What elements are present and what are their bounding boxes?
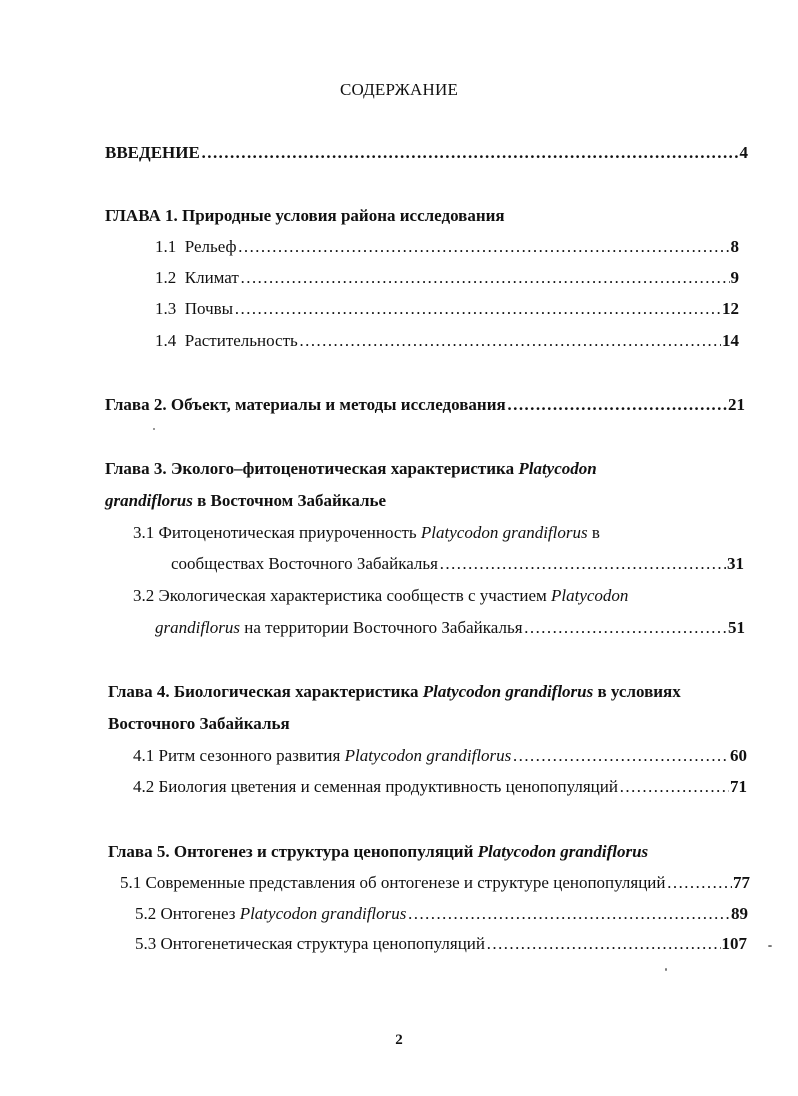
scan-speck <box>153 428 155 430</box>
leader-dots <box>619 776 729 798</box>
leader-dots <box>407 903 730 925</box>
toc-entry-chapter-2[interactable] <box>105 394 745 416</box>
toc-entry-3-2-line-2[interactable] <box>155 617 745 639</box>
entry-label: 4.1 Ритм сезонного развития Platycodon grandiflorus <box>133 746 512 765</box>
entry-page: 31 <box>727 554 744 573</box>
toc-entry-4-1[interactable] <box>133 745 747 767</box>
entry-page: 89 <box>731 904 748 923</box>
toc-entry-3-2-line-1[interactable]: 3.2 Экологическая характеристика сообществ с участием Platycodon <box>133 586 629 605</box>
entry-label: 1.4 Растительность <box>155 331 298 350</box>
page-number: 2 <box>395 1032 403 1048</box>
entry-page: 12 <box>722 299 739 318</box>
chapter-4-heading-line-1: Глава 4. Биологическая характеристика Platycodon grandiflorus в условиях <box>108 682 681 701</box>
leader-dots <box>439 553 726 575</box>
toc-entry-5-1[interactable] <box>120 872 750 894</box>
entry-label: 5.2 Онтогенез Platycodon grandiflorus <box>135 904 407 923</box>
entry-page: 21 <box>728 395 745 414</box>
toc-entry-intro[interactable] <box>105 142 748 164</box>
entry-label: 5.1 Современные представления об онтогенезе и структуре ценопопуляций <box>120 873 666 892</box>
page-title: СОДЕРЖАНИЕ <box>339 80 459 99</box>
leader-dots <box>234 298 721 320</box>
entry-page: 14 <box>722 331 739 350</box>
entry-label: 1.1 Рельеф <box>155 237 237 256</box>
toc-entry-4-2[interactable] <box>133 776 747 798</box>
entry-page: 51 <box>728 618 745 637</box>
entry-label: 4.2 Биология цветения и семенная продуктивность ценопопуляций <box>133 777 618 796</box>
chapter-1-heading: ГЛАВА 1. Природные условия района исследования <box>105 206 505 225</box>
leader-dots <box>507 394 727 416</box>
leader-dots <box>524 617 727 639</box>
entry-page: 4 <box>739 143 748 162</box>
entry-page: 8 <box>730 237 739 256</box>
entry-label: ВВЕДЕНИЕ <box>105 143 200 162</box>
leader-dots <box>667 872 732 894</box>
chapter-5-heading: Глава 5. Онтогенез и структура ценопопуляций Platycodon grandiflorus <box>108 842 649 861</box>
scan-speck <box>665 968 667 971</box>
toc-entry-1-4[interactable] <box>155 330 739 352</box>
entry-page: 60 <box>730 746 747 765</box>
entry-page: 71 <box>730 777 747 796</box>
leader-dots <box>238 236 730 258</box>
leader-dots <box>201 142 739 164</box>
entry-page: 107 <box>721 934 747 953</box>
leader-dots <box>240 267 730 289</box>
toc-entry-3-1-line-1[interactable]: 3.1 Фитоценотическая приуроченность Platycodon grandiflorus в <box>133 523 600 542</box>
entry-label: сообществах Восточного Забайкалья <box>171 554 438 573</box>
toc-entry-3-1-line-2[interactable] <box>171 553 744 575</box>
chapter-3-heading-line-2: grandiflorus в Восточном Забайкалье <box>105 491 387 510</box>
leader-dots <box>299 330 721 352</box>
scan-speck <box>768 945 772 947</box>
toc-entry-5-3[interactable] <box>135 933 747 955</box>
toc-entry-5-2[interactable] <box>135 903 748 925</box>
entry-label: grandiflorus на территории Восточного Забайкалья <box>155 618 523 637</box>
chapter-3-heading-line-1: Глава 3. Эколого–фитоценотическая характеристика Platycodon <box>105 459 597 478</box>
leader-dots <box>486 933 720 955</box>
toc-entry-1-3[interactable] <box>155 298 739 320</box>
toc-entry-1-1[interactable] <box>155 236 739 258</box>
chapter-4-heading-line-2: Восточного Забайкалья <box>108 714 290 733</box>
entry-label: 5.3 Онтогенетическая структура ценопопуляций <box>135 934 486 953</box>
entry-page: 9 <box>730 268 739 287</box>
entry-label: 1.2 Климат <box>155 268 239 287</box>
toc-entry-1-2[interactable] <box>155 267 739 289</box>
entry-page: 77 <box>733 873 750 892</box>
entry-label: 1.3 Почвы <box>155 299 234 318</box>
leader-dots <box>512 745 729 767</box>
entry-label: Глава 2. Объект, материалы и методы исследования <box>105 395 506 414</box>
